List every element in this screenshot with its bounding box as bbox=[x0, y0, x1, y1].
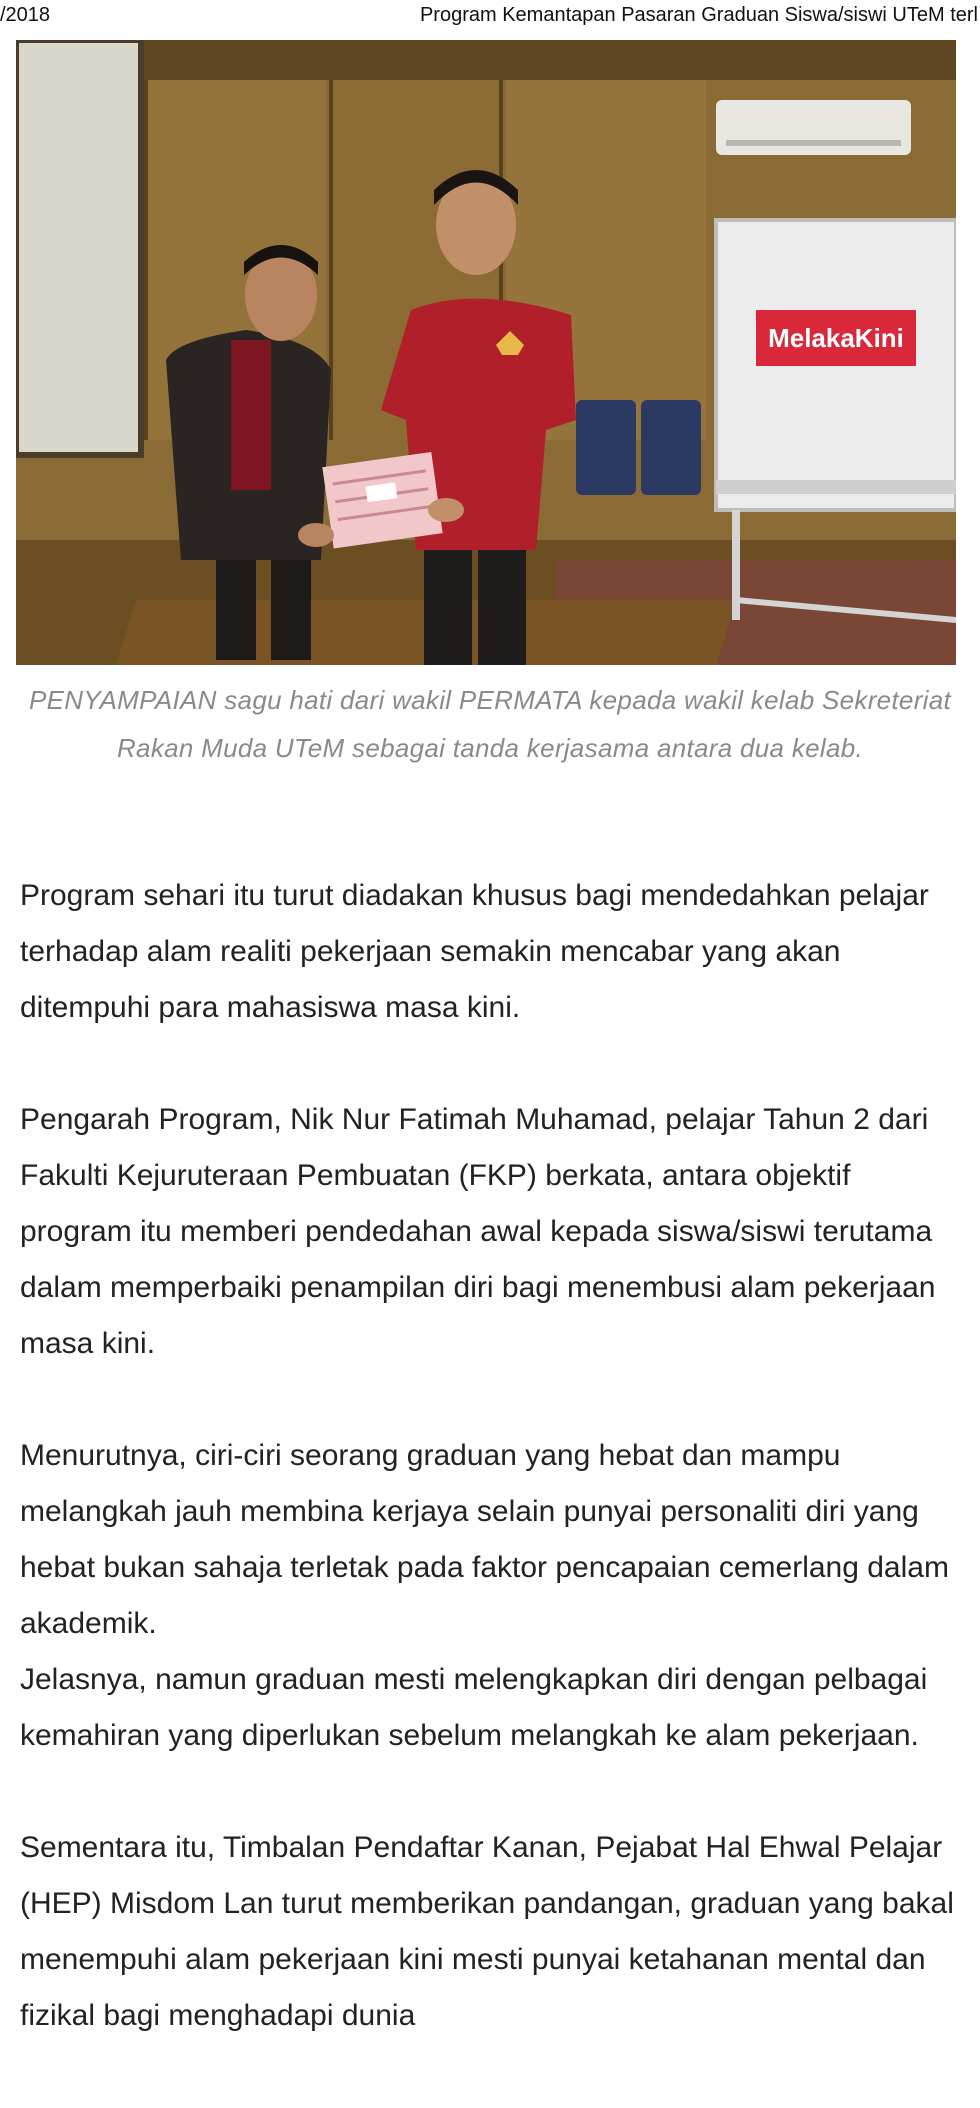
photo-caption: PENYAMPAIAN sagu hati dari wakil PERMATA kepada wakil kelab Sekreteriat Rakan Muda UTeM sebagai tanda kerjasama antara dua kelab. bbox=[28, 685, 952, 763]
article-body bbox=[20, 868, 965, 2100]
print-header bbox=[0, 0, 980, 32]
article-paragraph: Pengarah Program, Nik Nur Fatimah Muhamad, pelajar Tahun 2 dari Fakulti Kejuruteraan Pembuatan (FKP) berkata, antara objektif program itu memberi pendedahan awal kepada siswa/siswi terutama dalam memperbaiki penampilan diri bagi menembusi alam pekerjaan masa kini. bbox=[20, 1103, 936, 1360]
article-paragraph: Sementara itu, Timbalan Pendaftar Kanan, Pejabat Hal Ehwal Pelajar (HEP) Misdom Lan turut memberikan pandangan, graduan yang bakal menempuhi alam pekerjaan kini mesti punyai ketahanan mental dan fizikal bagi menghadapi dunia bbox=[20, 1831, 954, 2032]
melakakini-watermark: MelakaKini bbox=[768, 323, 904, 353]
article-paragraph: Program sehari itu turut diadakan khusus bagi mendedahkan pelajar terhadap alam realiti pekerjaan semakin mencabar yang akan ditempuhi para mahasiswa masa kini. bbox=[20, 879, 929, 1024]
article-paragraph: Menurutnya, ciri-ciri seorang graduan yang hebat dan mampu melangkah jauh membina kerjaya selain punyai personaliti diri yang hebat bukan sahaja terletak pada faktor pencapaian cemerlang dalam akademik. bbox=[20, 1439, 949, 1640]
print-date: /2018 bbox=[0, 4, 51, 26]
print-page-title: Program Kemantapan Pasaran Graduan Siswa/siswi UTeM terl bbox=[419, 4, 978, 26]
article-paragraph: Jelasnya, namun graduan mesti melengkapkan diri dengan pelbagai kemahiran yang diperlukan sebelum melangkah ke alam pekerjaan. bbox=[20, 1663, 928, 1752]
article-photo bbox=[16, 40, 956, 665]
